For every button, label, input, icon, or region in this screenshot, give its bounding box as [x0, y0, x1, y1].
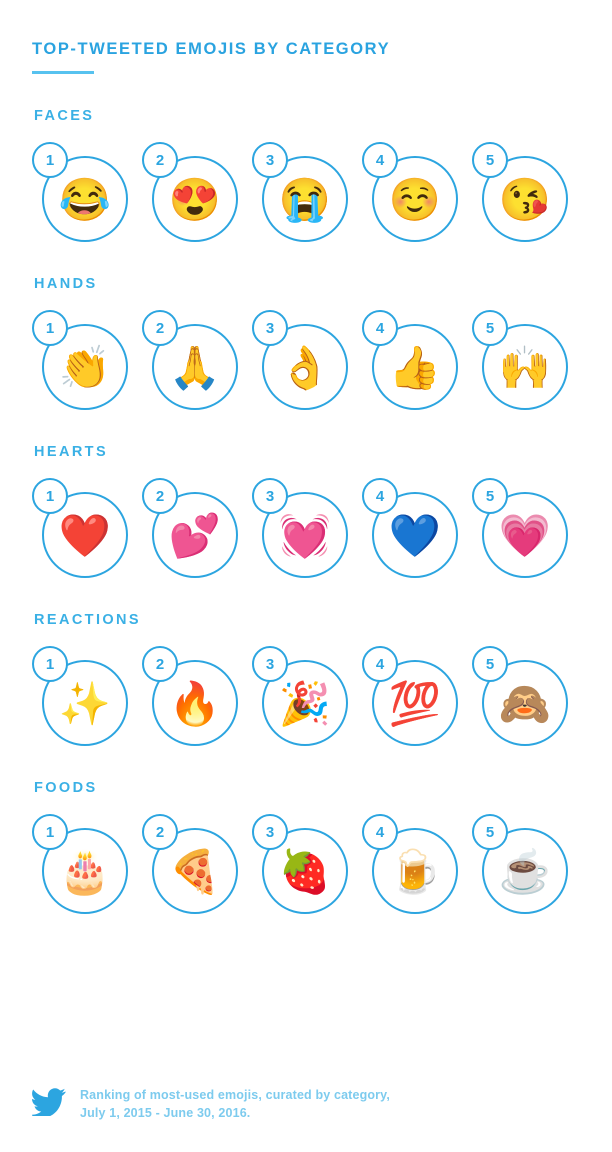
- rank-badge: 3: [252, 646, 288, 682]
- sparkles-emoji: ✨: [58, 680, 112, 727]
- rank-badge: 5: [472, 646, 508, 682]
- footnote-line-2: July 1, 2015 - June 30, 2016.: [80, 1105, 251, 1120]
- list-item[interactable]: [472, 814, 562, 914]
- rank-badge: 5: [472, 814, 508, 850]
- rank-badge: 4: [362, 646, 398, 682]
- raising-hands-emoji: 🙌: [498, 344, 552, 391]
- smiling-face-with-heart-eyes-emoji: 😍: [168, 176, 222, 223]
- clapping-hands-emoji: 👏: [58, 344, 112, 391]
- rank-badge: 1: [32, 478, 68, 514]
- beating-heart-emoji: 💓: [278, 512, 332, 559]
- rank-badge: 2: [142, 142, 178, 178]
- party-popper-emoji: 🎉: [278, 680, 332, 727]
- rank-badge: 5: [472, 310, 508, 346]
- category-title: HANDS: [34, 276, 98, 292]
- list-item[interactable]: [142, 814, 232, 914]
- list-item[interactable]: [472, 310, 562, 410]
- list-item[interactable]: [362, 310, 452, 410]
- pizza-emoji: 🍕: [168, 848, 222, 895]
- list-item[interactable]: [252, 478, 342, 578]
- category-row: [32, 142, 580, 242]
- rank-badge: 1: [32, 646, 68, 682]
- list-item[interactable]: [252, 142, 342, 242]
- rank-badge: 5: [472, 142, 508, 178]
- see-no-evil-monkey-emoji: 🙈: [498, 680, 552, 727]
- hundred-points-emoji: 💯: [388, 680, 442, 727]
- rank-badge: 1: [32, 142, 68, 178]
- list-item[interactable]: [32, 478, 122, 578]
- list-item[interactable]: [362, 646, 452, 746]
- twitter-bird-icon: [32, 1088, 66, 1121]
- category-title: REACTIONS: [34, 612, 141, 628]
- category-title: FACES: [34, 108, 95, 124]
- category-title: HEARTS: [34, 444, 109, 460]
- footnote-line-1: Ranking of most-used emojis, curated by category,: [80, 1087, 390, 1102]
- rank-badge: 4: [362, 310, 398, 346]
- blue-heart-emoji: 💙: [388, 512, 442, 559]
- ok-hand-emoji: 👌: [278, 344, 332, 391]
- footer: [32, 1086, 580, 1122]
- rank-badge: 3: [252, 310, 288, 346]
- footer-note: [80, 1086, 390, 1122]
- list-item[interactable]: [252, 310, 342, 410]
- page-title: TOP-TWEETED EMOJIS BY CATEGORY: [32, 40, 391, 58]
- category-row: [32, 478, 580, 578]
- category-section-reactions: [32, 612, 580, 746]
- list-item[interactable]: [32, 646, 122, 746]
- smiling-face-emoji: ☺️: [388, 176, 442, 223]
- birthday-cake-emoji: 🎂: [58, 848, 112, 895]
- fire-emoji: 🔥: [168, 680, 222, 727]
- growing-heart-emoji: 💗: [498, 512, 552, 559]
- list-item[interactable]: [472, 646, 562, 746]
- face-blowing-a-kiss-emoji: 😘: [498, 176, 552, 223]
- rank-badge: 5: [472, 478, 508, 514]
- rank-badge: 3: [252, 142, 288, 178]
- rank-badge: 1: [32, 310, 68, 346]
- category-section-faces: [32, 108, 580, 242]
- rank-badge: 4: [362, 478, 398, 514]
- face-with-tears-of-joy-emoji: 😂: [58, 176, 112, 223]
- rank-badge: 2: [142, 646, 178, 682]
- rank-badge: 4: [362, 814, 398, 850]
- loudly-crying-face-emoji: 😭: [278, 176, 332, 223]
- list-item[interactable]: [142, 478, 232, 578]
- thumbs-up-emoji: 👍: [388, 344, 442, 391]
- list-item[interactable]: [472, 478, 562, 578]
- list-item[interactable]: [142, 142, 232, 242]
- beer-mug-emoji: 🍺: [388, 848, 442, 895]
- category-row: [32, 310, 580, 410]
- list-item[interactable]: [32, 814, 122, 914]
- category-row: [32, 814, 580, 914]
- rank-badge: 2: [142, 814, 178, 850]
- list-item[interactable]: [32, 142, 122, 242]
- title-underline: [32, 71, 94, 74]
- list-item[interactable]: [252, 814, 342, 914]
- category-section-hearts: [32, 444, 580, 578]
- list-item[interactable]: [252, 646, 342, 746]
- rank-badge: 3: [252, 814, 288, 850]
- rank-badge: 4: [362, 142, 398, 178]
- list-item[interactable]: [362, 478, 452, 578]
- list-item[interactable]: [472, 142, 562, 242]
- list-item[interactable]: [362, 142, 452, 242]
- rank-badge: 2: [142, 478, 178, 514]
- category-row: [32, 646, 580, 746]
- hot-beverage-emoji: ☕: [498, 848, 552, 895]
- rank-badge: 3: [252, 478, 288, 514]
- list-item[interactable]: [142, 646, 232, 746]
- folded-hands-emoji: 🙏: [168, 344, 222, 391]
- list-item[interactable]: [32, 310, 122, 410]
- two-hearts-emoji: 💕: [168, 512, 222, 559]
- rank-badge: 1: [32, 814, 68, 850]
- rank-badge: 2: [142, 310, 178, 346]
- strawberry-emoji: 🍓: [278, 848, 332, 895]
- red-heart-emoji: ❤️: [58, 512, 112, 559]
- category-section-hands: [32, 276, 580, 410]
- list-item[interactable]: [362, 814, 452, 914]
- category-title: FOODS: [34, 780, 98, 796]
- list-item[interactable]: [142, 310, 232, 410]
- category-section-foods: [32, 780, 580, 914]
